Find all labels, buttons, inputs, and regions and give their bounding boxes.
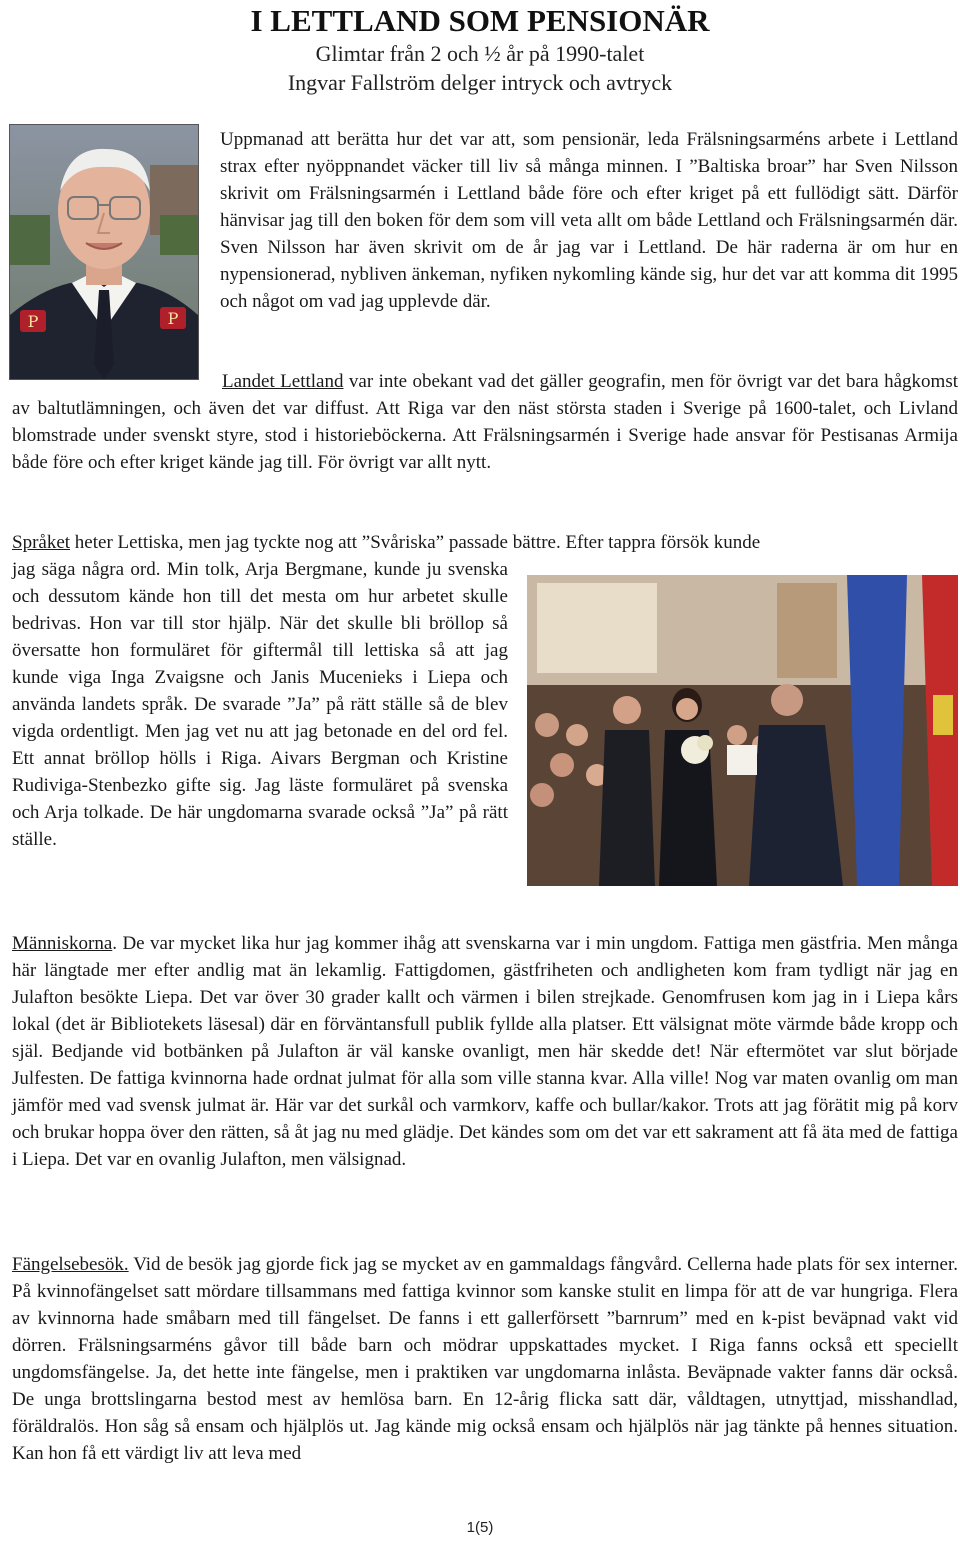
section-sprak-intro — [12, 529, 958, 556]
sprak-text-top: heter Lettiska, men jag tyckte nog att ”Svåriska” passade bättre. Efter tappra försök kunde — [70, 532, 761, 553]
page-title: I LETTLAND SOM PENSIONÄR — [250, 3, 710, 38]
wedding-photo — [527, 575, 958, 886]
sprak-paragraph: jag säga några ord. Min tolk, Arja Bergmane, kunde ju svenska och dessutom kände hon till det mesta om hur arbetet skulle bedrivas. Hon var till stor hjälp. När det skulle bli bröllop så översatte hon formuläret för giftermål till lettiska så att jag kunde viga Inga Zvaigsne och Janis Mucenieks i Liepa och använda landets språk. De svarade ”Ja” på rätt ställe så de blev vigda ordentligt. Men jag vet nu att jag betonade en del ord fel. Ett annat bröllop hölls i Riga. Aivars Bergman och Kristine Rudiviga-Stenbezko gifte sig. Jag läste formuläret på svenska och Arja tolkade. De här ungdomarna svarade också ”Ja” på rätt ställe. — [12, 559, 508, 850]
svg-text:P: P — [167, 309, 179, 328]
fangelse-heading: Fängelsebesök. — [12, 1254, 129, 1275]
section-fangelse — [12, 1251, 958, 1467]
landet-text: var inte obekant vad det gäller geografin, men för övrigt var det bara hågkomst av baltutlämningen, och även det var diffust. Att Riga var den näst största staden i Sverige på 1600-talet, och Livland blomstrade under svenskt styre, stod i historieböckerna. Att Frälsningsarmén i Sverige hade ansvar för Pestisanas Armija både före och efter kriget kände jag till. För övrigt var allt nytt. — [12, 371, 958, 473]
sprak-first-line — [12, 529, 958, 556]
subtitle-period: Glimtar från 2 och ½ år på 1990-talet — [315, 41, 645, 66]
subtitle-author: Ingvar Fallström delger intryck och avtryck — [287, 70, 673, 95]
page-number: 1(5) — [466, 1519, 494, 1536]
section-sprak-body — [12, 556, 508, 853]
manniskor-text: . De var mycket lika hur jag kommer ihåg att svenskarna var i min ungdom. Fattiga men gästfria. Men många här längtade mer efter andlig mat än lekamlig. Fattigdomen, gästfriheten och andligheten kom fram tydligt när jag en Julafton besökte Liepa. Det var över 30 grader kallt och värmen i bilen strejkade. Genomfrusen kom jag in i Liepa kårs lokal (det är Bibliotekets läsesal) där en förväntansfull publik fyllde alla platser. Ett välsignat möte värmde både kropp och själ. Bedjande vid botbänken på Julafton är väl kanske ovanligt, men här skedde det! När eftermötet var slut började Julfesten. De fattiga kvinnorna hade ordnat julmat för alla som ville stanna kvar. Alla ville! Nog var maten ovanlig om man jämför med vad svensk julmat är. Här var det surkål och varmkorv, kaffe och bullar/kakor. Trots att jag förätit mig på korv och brukar hoppa över den rätten, så åt jag nu med glädje. Det kändes som om det var ett sakrament att få äta med de fattiga i Liepa. Det var en ovanlig Julafton, men välsignad. — [12, 933, 958, 1170]
section-landet — [12, 368, 958, 476]
landet-paragraph — [12, 368, 958, 476]
fangelse-text: Vid de besök jag gjorde fick jag se mycket av en gammaldags fångvård. Cellerna hade plats för sex interner. På kvinnofängelset satt mördare tillsammans med fattiga kvinnor som kanske stulit en limpa för att de var hungriga. Flera av kvinnorna hade småbarn med till fängelset. De fanns i ett gallerförsett ”barnrum” med en k-pist beväpnad vakt vid dörren. Frälsningsarméns gåvor till både barn och mödrar uppskattades mycket. I Riga fanns också ett speciellt ungdomsfängelse. Ja, det hette inte fängelse, men i praktiken var ungdomarna inlåsta. Beväpnade vakter fanns där också. De unga brottslingarna bestod mest av hemlösa barn. En 12-årig flicka satt där, våldtagen, utnyttjad, misshandlad, föräldralös. Hon såg så ensam och hjälplös ut. Jag kände mig också ensam och hjälplös när jag tänkte på hennes situation. Kan hon få ett värdigt liv att leva med — [12, 1254, 958, 1464]
svg-text:P: P — [27, 312, 39, 331]
intro-paragraph: Uppmanad att berätta hur det var att, som pensionär, leda Frälsningsarméns arbete i Lettland strax efter nyöppnandet väcker till liv så många minnen. I ”Baltiska broar” har Sven Nilsson skrivit om Frälsningsarmén i Lettland både före och efter kriget på ett fullödigt sätt. Därför hänvisar jag till den boken för dem som vill veta allt om både Lettland och Frälsningsarmén där. Sven Nilsson har även skrivit om de år jag var i Lettland. De här raderna är om hur en nypensionerad, nybliven änkeman, nyfiken nykomling kände sig, hur det var att komma dit 1995 och något om vad jag upplevde där. — [220, 129, 958, 312]
sprak-heading: Språket — [12, 532, 71, 553]
manniskor-paragraph — [12, 930, 958, 1173]
fangelse-paragraph — [12, 1251, 958, 1467]
landet-heading: Landet Lettland — [222, 371, 344, 392]
section-manniskor — [12, 930, 958, 1173]
author-portrait-photo — [9, 124, 199, 380]
intro-section — [220, 126, 958, 315]
manniskor-heading: Människorna — [12, 933, 113, 954]
